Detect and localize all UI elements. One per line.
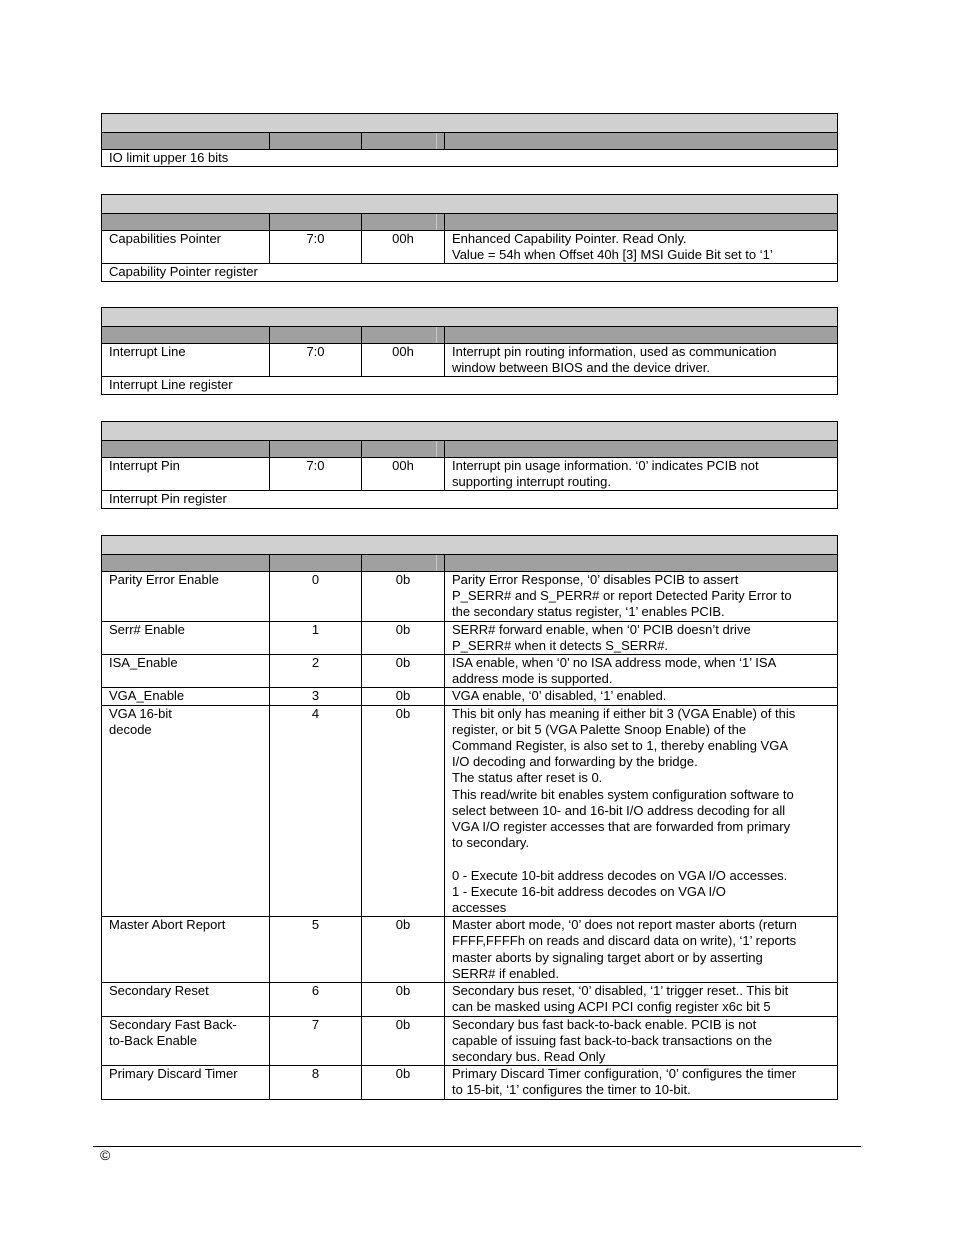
table-footer-row	[102, 264, 838, 281]
field-desc: Secondary bus fast back-to-back enable. PCIB is not capable of issuing fast back-to-back transactions on the secondary bus. Read Only	[445, 1016, 838, 1066]
field-desc: Parity Error Response, ‘0’ disables PCIB to assert P_SERR# and S_PERR# or report Detected Parity Error to the secondary status register, ‘1’ enables PCIB.	[445, 572, 838, 622]
table-footer-row	[102, 491, 838, 508]
field-default: 0b	[362, 983, 445, 1016]
table-title-row	[102, 536, 838, 555]
copyright-symbol: ©	[100, 1147, 111, 1163]
field-default: 0b	[362, 688, 445, 705]
table-row	[102, 344, 838, 377]
table-header-row	[102, 441, 838, 458]
field-desc: Interrupt pin usage information. ‘0’ indicates PCIB not supporting interrupt routing.	[445, 458, 838, 491]
table-title-row	[102, 308, 838, 327]
table-footer-row	[102, 150, 838, 167]
field-name: Master Abort Report	[102, 917, 270, 983]
field-name: ISA_Enable	[102, 655, 270, 688]
field-name: Secondary Reset	[102, 983, 270, 1016]
field-name: Interrupt Line	[102, 344, 270, 377]
field-desc: ISA enable, when ‘0’ no ISA address mode, when ‘1’ ISA address mode is supported.	[445, 655, 838, 688]
register-table	[101, 535, 838, 1100]
field-bits: 4	[270, 705, 362, 917]
field-name: Secondary Fast Back- to-Back Enable	[102, 1016, 270, 1066]
register-description: Interrupt Line register	[102, 377, 838, 394]
field-default: 0b	[362, 1066, 445, 1100]
field-default: 0b	[362, 917, 445, 983]
field-bits: 2	[270, 655, 362, 688]
table-title-row	[102, 114, 838, 133]
register-table	[101, 421, 838, 509]
field-desc: Primary Discard Timer configuration, ‘0’ configures the timer to 15-bit, ‘1’ configures the timer to 10-bit.	[445, 1066, 838, 1100]
field-bits: 7	[270, 1016, 362, 1066]
field-default: 0b	[362, 705, 445, 917]
field-bits: 0	[270, 572, 362, 622]
field-default: 00h	[362, 231, 445, 264]
footer-rule	[93, 1146, 861, 1147]
table-header-row	[102, 133, 838, 150]
field-bits: 5	[270, 917, 362, 983]
field-name: Capabilities Pointer	[102, 231, 270, 264]
field-bits: 1	[270, 621, 362, 654]
field-desc: Secondary bus reset, ‘0’ disabled, ‘1’ trigger reset.. This bit can be masked using ACPI PCI config register x6c bit 5	[445, 983, 838, 1016]
table-row	[102, 655, 838, 688]
table-row	[102, 621, 838, 654]
table-header-row	[102, 214, 838, 231]
field-default: 0b	[362, 621, 445, 654]
table-row	[102, 705, 838, 917]
register-table	[101, 113, 838, 167]
register-description: IO limit upper 16 bits	[102, 150, 838, 167]
field-bits: 8	[270, 1066, 362, 1100]
field-name: Serr# Enable	[102, 621, 270, 654]
field-default: 0b	[362, 655, 445, 688]
table-row	[102, 1066, 838, 1100]
table-row	[102, 983, 838, 1016]
field-desc: Enhanced Capability Pointer. Read Only. Value = 54h when Offset 40h [3] MSI Guide Bit set to ‘1’	[445, 231, 838, 264]
table-row	[102, 1016, 838, 1066]
field-desc: SERR# forward enable, when ‘0’ PCIB doesn’t drive P_SERR# when it detects S_SERR#.	[445, 621, 838, 654]
field-bits: 7:0	[270, 344, 362, 377]
register-description: Interrupt Pin register	[102, 491, 838, 508]
table-footer-row	[102, 377, 838, 394]
field-desc: This bit only has meaning if either bit 3 (VGA Enable) of this register, or bit 5 (VGA Palette Snoop Enable) of the Command Register, is also set to 1, thereby enabling VGA I/O decoding and forwarding by the bridge. The status after reset is 0. This read/write bit enables system configuration software to select between 10- and 16-bit I/O address decoding for all VGA I/O register accesses that are forwarded from primary to secondary. 0 - Execute 10-bit address decodes on VGA I/O accesses. 1 - Execute 16-bit address decodes on VGA I/O accesses	[445, 705, 838, 917]
field-desc: Master abort mode, ‘0’ does not report master aborts (return FFFF,FFFFh on reads and discard data on write), ‘1’ reports master aborts by signaling target abort or by asserting SERR# if enabled.	[445, 917, 838, 983]
field-default: 0b	[362, 572, 445, 622]
field-default: 00h	[362, 344, 445, 377]
field-desc: VGA enable, ‘0’ disabled, ‘1’ enabled.	[445, 688, 838, 705]
register-description: Capability Pointer register	[102, 264, 838, 281]
table-row	[102, 572, 838, 622]
field-name: VGA 16-bit decode	[102, 705, 270, 917]
field-name: Parity Error Enable	[102, 572, 270, 622]
field-default: 0b	[362, 1016, 445, 1066]
field-bits: 7:0	[270, 458, 362, 491]
table-row	[102, 688, 838, 705]
field-bits: 7:0	[270, 231, 362, 264]
table-row	[102, 458, 838, 491]
field-name: Interrupt Pin	[102, 458, 270, 491]
table-row	[102, 231, 838, 264]
table-header-row	[102, 327, 838, 344]
register-table	[101, 194, 838, 282]
register-table	[101, 307, 838, 395]
field-bits: 3	[270, 688, 362, 705]
table-row	[102, 917, 838, 983]
field-name: VGA_Enable	[102, 688, 270, 705]
field-bits: 6	[270, 983, 362, 1016]
field-desc: Interrupt pin routing information, used as communication window between BIOS and the device driver.	[445, 344, 838, 377]
table-header-row	[102, 555, 838, 572]
field-default: 00h	[362, 458, 445, 491]
table-title-row	[102, 422, 838, 441]
table-title-row	[102, 195, 838, 214]
field-name: Primary Discard Timer	[102, 1066, 270, 1100]
